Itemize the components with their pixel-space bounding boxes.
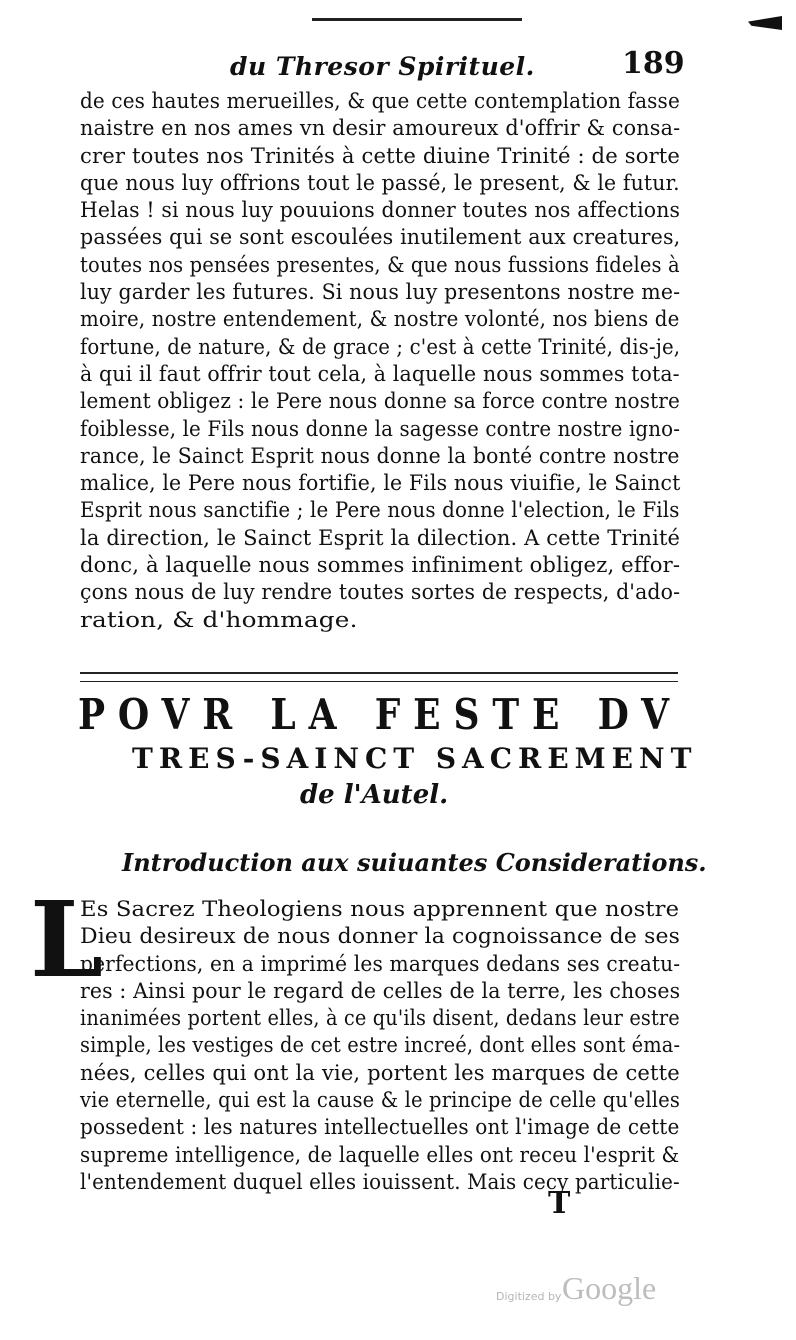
text-line: luy garder les futures. Si nous luy presentons nostre me-: [80, 280, 681, 306]
text-line: çons nous de luy rendre toutes sortes de respects, d'ado-: [80, 580, 681, 606]
running-head: du Thresor Spirituel.: [230, 52, 535, 81]
section-title: POVR LA FESTE DV: [78, 690, 682, 739]
bottom-paragraph: [80, 896, 680, 1196]
text-line: naistre en nos ames vn desir amoureux d'offrir & consa-: [80, 116, 681, 142]
text-line: lement obligez : le Pere nous donne sa force contre nostre: [80, 389, 680, 415]
text-line: rance, le Sainct Esprit nous donne la bonté contre nostre: [80, 443, 680, 469]
text-line: ration, & d'hommage.: [80, 607, 358, 633]
text-line: l'entendement duquel elles iouissent. Mais cecy particulie-: [80, 1169, 680, 1195]
text-line: à qui il faut offrir tout cela, à laquelle nous sommes tota-: [80, 361, 680, 387]
section-subtitle-italic: de l'Autel.: [300, 780, 449, 810]
corner-mark: [748, 16, 782, 30]
text-line: supreme intelligence, de laquelle elles ont receu l'esprit &: [80, 1142, 680, 1168]
text-line: crer toutes nos Trinités à cette diuine Trinité : de sorte: [80, 143, 681, 169]
page-number: 189: [622, 46, 685, 81]
text-line: perfections, en a imprimé les marques dedans ses creatu-: [80, 951, 681, 977]
text-line: de ces hautes merueilles, & que cette contemplation fasse: [80, 89, 680, 114]
section-divider: [80, 672, 678, 674]
text-line: Esprit nous sanctifie ; le Pere nous donne l'election, le Fils: [80, 498, 680, 524]
drop-cap: L: [30, 878, 104, 1001]
top-paragraph: [80, 88, 680, 634]
top-rule: [312, 18, 522, 21]
text-line: toutes nos pensées presentes, & que nous fussions fideles à: [80, 252, 680, 278]
text-line: Dieu desireux de nous donner la cognoissance de ses: [80, 924, 681, 950]
text-line: fortune, de nature, & de grace ; c'est à cette Trinité, dis-je,: [80, 334, 681, 360]
text-line: vie eternelle, qui est la cause & le principe de celle qu'elles: [80, 1088, 680, 1114]
text-line: possedent : les natures intellectuelles ont l'image de cette: [80, 1115, 680, 1141]
digitized-by-label: Digitized by: [496, 1290, 562, 1303]
text-line: moire, nostre entendement, & nostre volonté, nos biens de: [80, 307, 680, 333]
section-divider-thin: [80, 681, 678, 682]
intro-heading: Introduction aux suiuantes Considerations.: [122, 848, 707, 877]
text-line: malice, le Pere nous fortifie, le Fils nous viuifie, le Sainct: [80, 471, 681, 497]
text-line: foiblesse, le Fils nous donne la sagesse contre nostre igno-: [80, 416, 681, 442]
text-line: Es Sacrez Theologiens nous apprennent que nostre: [80, 897, 680, 922]
google-watermark: Google: [562, 1270, 657, 1306]
text-line: Helas ! si nous luy pouuions donner toutes nos affections: [80, 198, 681, 224]
text-line: donc, à laquelle nous sommes infiniment obligez, effor-: [80, 553, 681, 579]
section-subtitle: TRES-SAINCT SACREMENT: [132, 742, 698, 775]
text-line: la direction, le Sainct Esprit la dilection. A cette Trinité: [80, 525, 681, 551]
signature-mark: T: [548, 1186, 571, 1221]
text-line: res : Ainsi pour le regard de celles de la terre, les choses: [80, 978, 681, 1004]
text-line: nées, celles qui ont la vie, portent les marques de cette: [80, 1060, 680, 1086]
text-line: simple, les vestiges de cet estre increé, dont elles sont éma-: [80, 1033, 681, 1059]
text-line: inanimées portent elles, à ce qu'ils disent, dedans leur estre: [80, 1006, 680, 1032]
text-line: passées qui se sont escoulées inutilement aux creatures,: [80, 225, 681, 251]
text-line: que nous luy offrions tout le passé, le present, & le futur.: [80, 170, 680, 196]
